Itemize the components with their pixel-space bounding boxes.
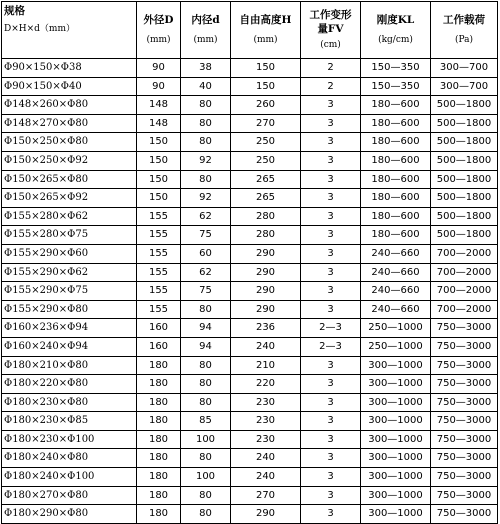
cell-deformation: 3 xyxy=(301,412,361,431)
header-work-load-unit: (Pa) xyxy=(454,35,474,45)
cell-free-height: 280 xyxy=(231,226,301,245)
cell-outer-diameter: 155 xyxy=(137,244,181,263)
cell-spec: Φ180×270×Φ80 xyxy=(2,486,137,505)
cell-deformation: 2—3 xyxy=(301,319,361,338)
cell-spec: Φ180×240×Φ100 xyxy=(2,468,137,487)
cell-outer-diameter: 160 xyxy=(137,319,181,338)
cell-inner-diameter: 100 xyxy=(181,468,231,487)
cell-stiffness: 180—600 xyxy=(361,114,431,133)
cell-deformation: 3 xyxy=(301,189,361,208)
cell-free-height: 150 xyxy=(231,59,301,78)
table-row xyxy=(2,133,498,152)
cell-outer-diameter: 90 xyxy=(137,77,181,96)
cell-spec: Φ160×236×Φ94 xyxy=(2,319,137,338)
table-header xyxy=(2,2,498,59)
table-row xyxy=(2,412,498,431)
cell-free-height: 290 xyxy=(231,282,301,301)
cell-stiffness: 300—1000 xyxy=(361,449,431,468)
spec-table-container xyxy=(0,1,500,520)
cell-stiffness: 250—1000 xyxy=(361,319,431,338)
cell-free-height: 220 xyxy=(231,375,301,394)
table-row xyxy=(2,244,498,263)
header-outer-diameter xyxy=(137,2,181,59)
cell-inner-diameter: 80 xyxy=(181,133,231,152)
cell-work-load: 750—3000 xyxy=(431,375,498,394)
table-row xyxy=(2,430,498,449)
cell-free-height: 230 xyxy=(231,412,301,431)
header-outer-diameter-title: 外径D xyxy=(143,14,174,26)
cell-work-load: 500—1800 xyxy=(431,151,498,170)
table-row xyxy=(2,59,498,78)
cell-spec: Φ150×265×Φ80 xyxy=(2,170,137,189)
cell-spec: Φ148×260×Φ80 xyxy=(2,96,137,115)
cell-work-load: 750—3000 xyxy=(431,486,498,505)
cell-free-height: 265 xyxy=(231,170,301,189)
cell-stiffness: 240—660 xyxy=(361,300,431,319)
cell-deformation: 3 xyxy=(301,226,361,245)
cell-spec: Φ180×230×Φ80 xyxy=(2,393,137,412)
header-deformation xyxy=(301,2,361,59)
cell-work-load: 750—3000 xyxy=(431,412,498,431)
cell-outer-diameter: 150 xyxy=(137,189,181,208)
cell-inner-diameter: 62 xyxy=(181,263,231,282)
cell-free-height: 270 xyxy=(231,486,301,505)
cell-inner-diameter: 62 xyxy=(181,207,231,226)
cell-inner-diameter: 80 xyxy=(181,486,231,505)
cell-spec: Φ160×240×Φ94 xyxy=(2,337,137,356)
table-row xyxy=(2,77,498,96)
cell-inner-diameter: 80 xyxy=(181,170,231,189)
cell-work-load: 750—3000 xyxy=(431,505,498,524)
header-stiffness-unit: (kg/cm) xyxy=(378,35,413,45)
cell-free-height: 290 xyxy=(231,263,301,282)
cell-deformation: 3 xyxy=(301,486,361,505)
cell-free-height: 240 xyxy=(231,449,301,468)
table-row xyxy=(2,337,498,356)
table-row xyxy=(2,282,498,301)
cell-outer-diameter: 148 xyxy=(137,114,181,133)
cell-deformation: 3 xyxy=(301,282,361,301)
table-row xyxy=(2,319,498,338)
cell-outer-diameter: 180 xyxy=(137,449,181,468)
cell-work-load: 500—1800 xyxy=(431,226,498,245)
cell-outer-diameter: 180 xyxy=(137,468,181,487)
cell-outer-diameter: 180 xyxy=(137,412,181,431)
cell-deformation: 3 xyxy=(301,244,361,263)
cell-outer-diameter: 155 xyxy=(137,226,181,245)
cell-inner-diameter: 80 xyxy=(181,393,231,412)
cell-free-height: 240 xyxy=(231,468,301,487)
cell-deformation: 3 xyxy=(301,356,361,375)
header-inner-diameter-title: 内径d xyxy=(191,14,220,26)
cell-stiffness: 180—600 xyxy=(361,226,431,245)
cell-inner-diameter: 80 xyxy=(181,505,231,524)
cell-stiffness: 180—600 xyxy=(361,96,431,115)
cell-deformation: 3 xyxy=(301,133,361,152)
cell-deformation: 3 xyxy=(301,263,361,282)
cell-outer-diameter: 180 xyxy=(137,430,181,449)
cell-outer-diameter: 155 xyxy=(137,263,181,282)
table-row xyxy=(2,300,498,319)
cell-inner-diameter: 100 xyxy=(181,430,231,449)
table-row xyxy=(2,189,498,208)
cell-deformation: 2—3 xyxy=(301,337,361,356)
cell-spec: Φ90×150×Φ40 xyxy=(2,77,137,96)
table-row xyxy=(2,468,498,487)
cell-free-height: 236 xyxy=(231,319,301,338)
cell-inner-diameter: 38 xyxy=(181,59,231,78)
cell-outer-diameter: 155 xyxy=(137,282,181,301)
cell-stiffness: 180—600 xyxy=(361,189,431,208)
cell-work-load: 500—1800 xyxy=(431,133,498,152)
cell-stiffness: 240—660 xyxy=(361,263,431,282)
cell-work-load: 750—3000 xyxy=(431,430,498,449)
cell-outer-diameter: 180 xyxy=(137,375,181,394)
table-row xyxy=(2,207,498,226)
cell-deformation: 3 xyxy=(301,393,361,412)
cell-deformation: 3 xyxy=(301,505,361,524)
cell-stiffness: 180—600 xyxy=(361,133,431,152)
cell-deformation: 3 xyxy=(301,170,361,189)
header-work-load-title: 工作载荷 xyxy=(443,14,485,26)
cell-work-load: 750—3000 xyxy=(431,393,498,412)
cell-inner-diameter: 75 xyxy=(181,282,231,301)
cell-work-load: 750—3000 xyxy=(431,449,498,468)
table-row xyxy=(2,356,498,375)
cell-stiffness: 300—1000 xyxy=(361,393,431,412)
cell-spec: Φ90×150×Φ38 xyxy=(2,59,137,78)
header-stiffness xyxy=(361,2,431,59)
cell-deformation: 3 xyxy=(301,207,361,226)
cell-free-height: 250 xyxy=(231,151,301,170)
cell-stiffness: 240—660 xyxy=(361,282,431,301)
table-row xyxy=(2,505,498,524)
cell-inner-diameter: 80 xyxy=(181,96,231,115)
cell-inner-diameter: 80 xyxy=(181,356,231,375)
cell-outer-diameter: 155 xyxy=(137,207,181,226)
header-inner-diameter-unit: (mm) xyxy=(193,35,218,45)
cell-inner-diameter: 85 xyxy=(181,412,231,431)
cell-deformation: 3 xyxy=(301,151,361,170)
cell-stiffness: 300—1000 xyxy=(361,375,431,394)
table-row xyxy=(2,263,498,282)
cell-inner-diameter: 80 xyxy=(181,449,231,468)
cell-free-height: 230 xyxy=(231,430,301,449)
cell-deformation: 3 xyxy=(301,114,361,133)
cell-outer-diameter: 150 xyxy=(137,151,181,170)
table-body xyxy=(2,59,498,524)
cell-spec: Φ155×290×Φ80 xyxy=(2,300,137,319)
cell-work-load: 500—1800 xyxy=(431,189,498,208)
cell-spec: Φ180×220×Φ80 xyxy=(2,375,137,394)
cell-deformation: 3 xyxy=(301,96,361,115)
cell-work-load: 750—3000 xyxy=(431,337,498,356)
cell-spec: Φ155×290×Φ62 xyxy=(2,263,137,282)
cell-inner-diameter: 40 xyxy=(181,77,231,96)
header-deformation-title: 工作变形量FV xyxy=(309,9,352,35)
table-row xyxy=(2,393,498,412)
cell-inner-diameter: 80 xyxy=(181,300,231,319)
cell-spec: Φ155×280×Φ62 xyxy=(2,207,137,226)
header-outer-diameter-unit: (mm) xyxy=(146,35,171,45)
cell-spec: Φ180×230×Φ85 xyxy=(2,412,137,431)
header-free-height-title: 自由高度H xyxy=(239,14,292,26)
cell-work-load: 300—700 xyxy=(431,59,498,78)
cell-work-load: 500—1800 xyxy=(431,170,498,189)
cell-free-height: 290 xyxy=(231,300,301,319)
cell-inner-diameter: 92 xyxy=(181,189,231,208)
header-spec-sub: D×H×d（mm） xyxy=(4,24,75,34)
cell-work-load: 500—1800 xyxy=(431,207,498,226)
cell-work-load: 750—3000 xyxy=(431,468,498,487)
table-row xyxy=(2,449,498,468)
cell-outer-diameter: 90 xyxy=(137,59,181,78)
cell-outer-diameter: 160 xyxy=(137,337,181,356)
table-row xyxy=(2,96,498,115)
cell-stiffness: 150—350 xyxy=(361,59,431,78)
cell-work-load: 700—2000 xyxy=(431,300,498,319)
header-work-load xyxy=(431,2,498,59)
header-spec-title: 规格 xyxy=(4,5,25,17)
cell-work-load: 700—2000 xyxy=(431,244,498,263)
cell-stiffness: 300—1000 xyxy=(361,486,431,505)
cell-inner-diameter: 60 xyxy=(181,244,231,263)
cell-spec: Φ180×210×Φ80 xyxy=(2,356,137,375)
table-row xyxy=(2,114,498,133)
cell-spec: Φ148×270×Φ80 xyxy=(2,114,137,133)
cell-outer-diameter: 180 xyxy=(137,356,181,375)
cell-free-height: 280 xyxy=(231,207,301,226)
cell-free-height: 250 xyxy=(231,133,301,152)
cell-inner-diameter: 80 xyxy=(181,114,231,133)
cell-stiffness: 150—350 xyxy=(361,77,431,96)
cell-outer-diameter: 155 xyxy=(137,300,181,319)
cell-free-height: 230 xyxy=(231,393,301,412)
cell-inner-diameter: 92 xyxy=(181,151,231,170)
cell-work-load: 300—700 xyxy=(431,77,498,96)
cell-spec: Φ180×290×Φ80 xyxy=(2,505,137,524)
cell-spec: Φ155×280×Φ75 xyxy=(2,226,137,245)
cell-spec: Φ150×265×Φ92 xyxy=(2,189,137,208)
cell-spec: Φ180×240×Φ80 xyxy=(2,449,137,468)
cell-work-load: 750—3000 xyxy=(431,356,498,375)
cell-spec: Φ150×250×Φ92 xyxy=(2,151,137,170)
cell-outer-diameter: 150 xyxy=(137,133,181,152)
cell-stiffness: 180—600 xyxy=(361,207,431,226)
cell-deformation: 3 xyxy=(301,375,361,394)
table-row xyxy=(2,151,498,170)
cell-free-height: 290 xyxy=(231,244,301,263)
header-free-height-unit: (mm) xyxy=(253,35,278,45)
cell-inner-diameter: 80 xyxy=(181,375,231,394)
cell-work-load: 500—1800 xyxy=(431,114,498,133)
cell-outer-diameter: 180 xyxy=(137,486,181,505)
cell-outer-diameter: 180 xyxy=(137,393,181,412)
cell-stiffness: 180—600 xyxy=(361,170,431,189)
header-free-height xyxy=(231,2,301,59)
cell-spec: Φ155×290×Φ60 xyxy=(2,244,137,263)
header-stiffness-title: 刚度KL xyxy=(376,14,415,26)
cell-work-load: 500—1800 xyxy=(431,96,498,115)
cell-inner-diameter: 94 xyxy=(181,319,231,338)
cell-spec: Φ155×290×Φ75 xyxy=(2,282,137,301)
cell-work-load: 750—3000 xyxy=(431,319,498,338)
cell-deformation: 2 xyxy=(301,59,361,78)
header-spec xyxy=(2,2,137,59)
cell-free-height: 265 xyxy=(231,189,301,208)
cell-deformation: 2 xyxy=(301,77,361,96)
cell-outer-diameter: 150 xyxy=(137,170,181,189)
cell-outer-diameter: 148 xyxy=(137,96,181,115)
cell-inner-diameter: 75 xyxy=(181,226,231,245)
cell-free-height: 150 xyxy=(231,77,301,96)
cell-stiffness: 300—1000 xyxy=(361,356,431,375)
cell-stiffness: 300—1000 xyxy=(361,430,431,449)
cell-outer-diameter: 180 xyxy=(137,505,181,524)
cell-free-height: 260 xyxy=(231,96,301,115)
cell-spec: Φ150×250×Φ80 xyxy=(2,133,137,152)
cell-deformation: 3 xyxy=(301,430,361,449)
cell-stiffness: 240—660 xyxy=(361,244,431,263)
cell-spec: Φ180×230×Φ100 xyxy=(2,430,137,449)
cell-work-load: 700—2000 xyxy=(431,282,498,301)
header-row xyxy=(2,2,498,59)
table-row xyxy=(2,375,498,394)
table-row xyxy=(2,486,498,505)
cell-stiffness: 300—1000 xyxy=(361,505,431,524)
table-row xyxy=(2,170,498,189)
cell-free-height: 270 xyxy=(231,114,301,133)
spec-table xyxy=(1,1,498,524)
header-inner-diameter xyxy=(181,2,231,59)
header-deformation-unit: (cm) xyxy=(320,40,341,50)
cell-inner-diameter: 94 xyxy=(181,337,231,356)
cell-stiffness: 300—1000 xyxy=(361,412,431,431)
cell-free-height: 210 xyxy=(231,356,301,375)
cell-deformation: 3 xyxy=(301,449,361,468)
cell-stiffness: 180—600 xyxy=(361,151,431,170)
table-row xyxy=(2,226,498,245)
cell-free-height: 290 xyxy=(231,505,301,524)
cell-stiffness: 250—1000 xyxy=(361,337,431,356)
cell-stiffness: 300—1000 xyxy=(361,468,431,487)
cell-free-height: 240 xyxy=(231,337,301,356)
cell-work-load: 700—2000 xyxy=(431,263,498,282)
cell-deformation: 3 xyxy=(301,300,361,319)
cell-deformation: 3 xyxy=(301,468,361,487)
